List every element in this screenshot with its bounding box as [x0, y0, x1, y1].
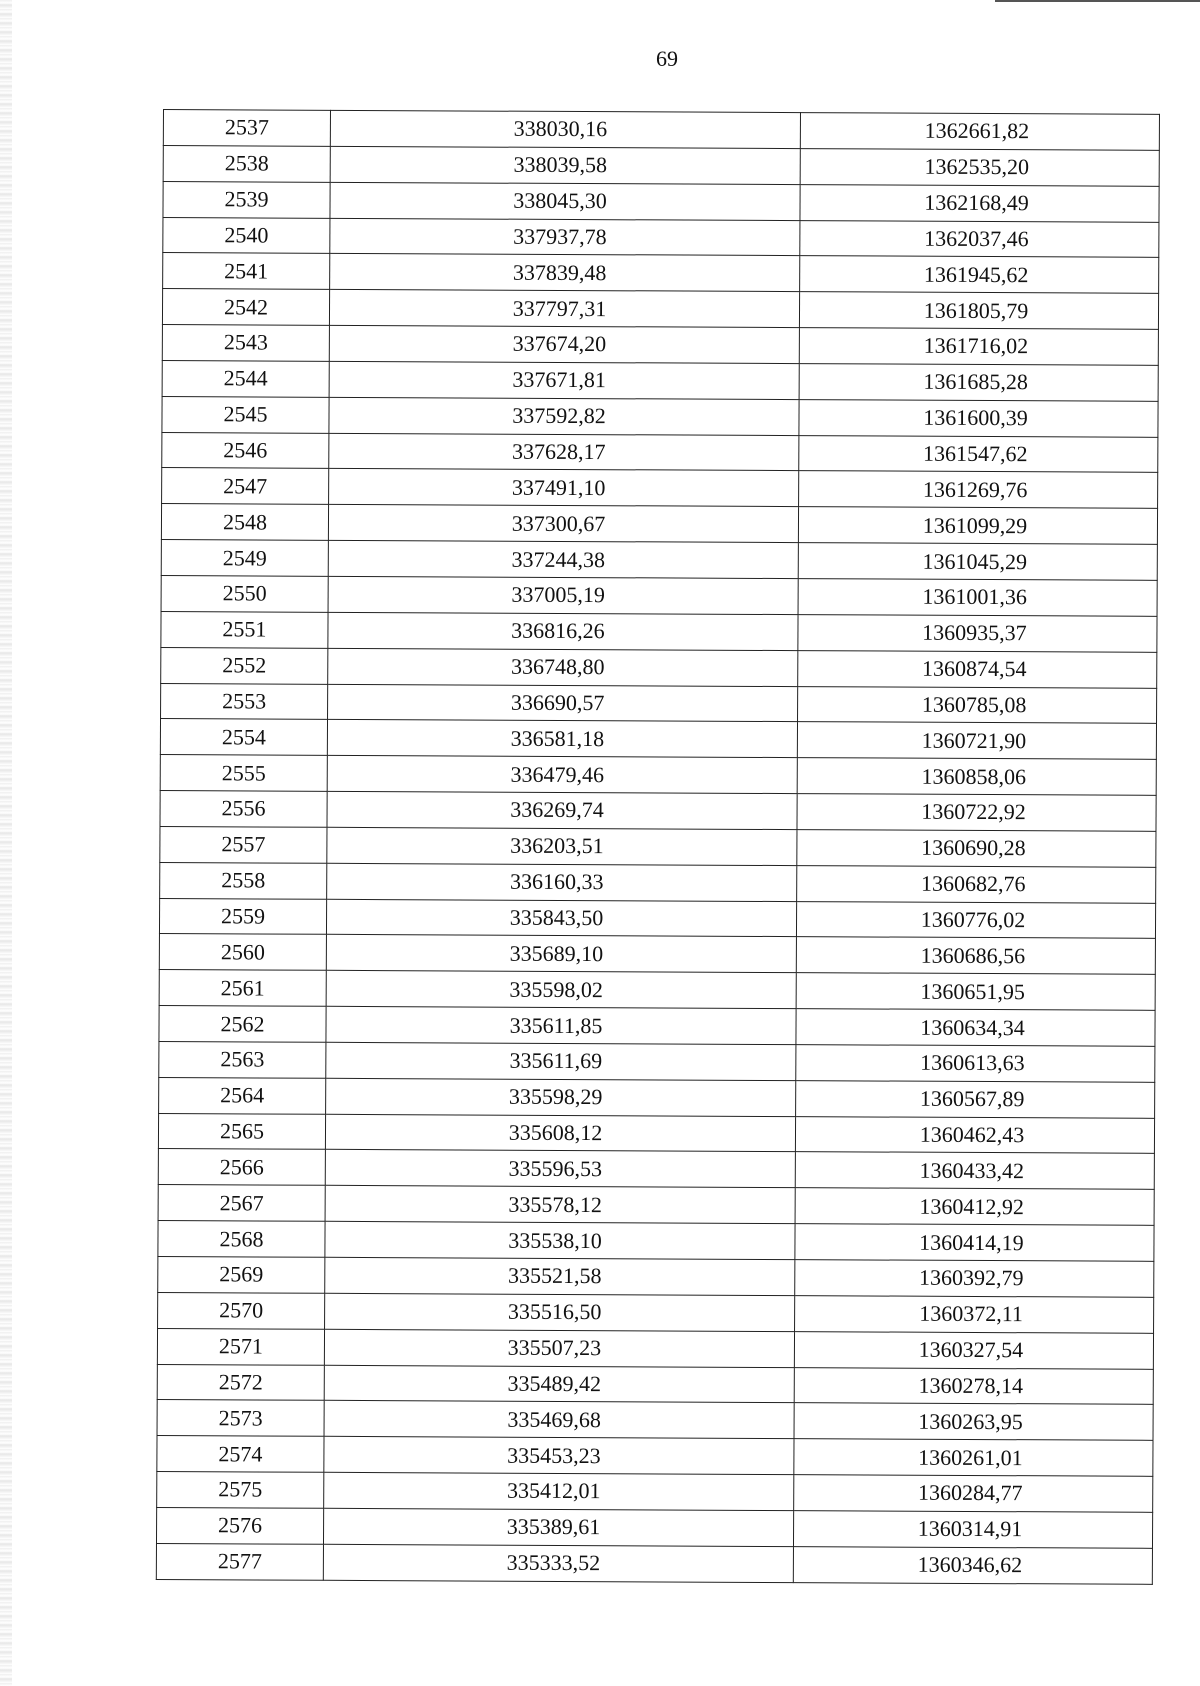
x-coordinate-cell — [328, 576, 798, 614]
point-number-cell: 2547 — [162, 468, 329, 505]
x-coordinate-cell — [328, 540, 798, 578]
y-coordinate-cell — [794, 1367, 1153, 1405]
point-number-cell: 2555 — [160, 755, 327, 792]
y-coordinate-value: 1360874,54 — [921, 655, 1027, 682]
table-row — [162, 360, 1158, 401]
y-coordinate-value: 1362037,46 — [924, 225, 1029, 252]
x-coordinate-value: 337937,78 — [513, 223, 607, 250]
table-row — [160, 755, 1156, 796]
y-coordinate-cell — [793, 1511, 1152, 1549]
x-coordinate-cell — [327, 720, 797, 758]
table-row — [158, 1185, 1154, 1226]
x-coordinate-value: 337300,67 — [511, 510, 606, 536]
point-number-cell: 2550 — [161, 575, 328, 612]
x-coordinate-cell — [328, 612, 798, 650]
x-coordinate-value: 337839,48 — [512, 259, 607, 285]
y-coordinate-cell — [796, 937, 1155, 975]
point-number-cell: 2560 — [159, 934, 326, 971]
y-coordinate-value: 1360261,01 — [918, 1444, 1023, 1470]
x-coordinate-cell — [328, 684, 798, 722]
point-number-cell: 2544 — [162, 360, 329, 397]
y-coordinate-cell — [798, 507, 1157, 545]
x-coordinate-value: 337005,19 — [511, 582, 605, 608]
y-coordinate-value: 1360686,56 — [920, 942, 1026, 969]
x-coordinate-cell — [323, 1544, 793, 1582]
x-coordinate-value: 338045,30 — [513, 187, 607, 214]
table-row — [162, 396, 1158, 437]
x-coordinate-value: 335489,42 — [507, 1370, 602, 1397]
y-coordinate-value: 1362661,82 — [924, 118, 1030, 144]
y-coordinate-cell — [797, 758, 1156, 796]
point-number-cell: 2569 — [158, 1256, 325, 1293]
table-row — [160, 862, 1156, 903]
y-coordinate-cell — [796, 1045, 1155, 1083]
x-coordinate-cell — [324, 1437, 794, 1475]
point-number-cell: 2546 — [162, 432, 329, 469]
x-coordinate-cell — [326, 1006, 796, 1044]
y-coordinate-value: 1360776,02 — [920, 906, 1026, 933]
table-row — [161, 683, 1157, 724]
x-coordinate-value: 335538,10 — [508, 1227, 602, 1253]
y-coordinate-cell — [797, 865, 1156, 903]
y-coordinate-value: 1361269,76 — [922, 476, 1028, 503]
y-coordinate-value: 1360372,11 — [919, 1300, 1024, 1327]
x-coordinate-value: 335507,23 — [507, 1334, 602, 1361]
x-coordinate-value: 336816,26 — [511, 617, 605, 644]
point-number-cell: 2548 — [161, 504, 328, 541]
point-number-cell: 2574 — [157, 1436, 324, 1473]
x-coordinate-cell — [326, 971, 796, 1009]
x-coordinate-value: 335598,29 — [508, 1083, 603, 1110]
x-coordinate-cell — [329, 361, 799, 399]
point-number-cell: 2538 — [163, 145, 330, 182]
x-coordinate-cell — [326, 1042, 796, 1080]
x-coordinate-value: 335578,12 — [508, 1191, 602, 1217]
table-row — [162, 325, 1158, 366]
x-coordinate-value: 337491,10 — [511, 474, 606, 501]
x-coordinate-cell — [325, 1114, 795, 1152]
y-coordinate-value: 1360634,34 — [920, 1014, 1025, 1040]
point-number-cell: 2545 — [162, 396, 329, 433]
x-coordinate-cell — [325, 1257, 795, 1295]
point-number-cell: 2572 — [157, 1364, 324, 1401]
x-coordinate-cell — [330, 146, 800, 184]
y-coordinate-value: 1362535,20 — [924, 153, 1030, 180]
point-number-cell: 2571 — [157, 1328, 324, 1365]
x-coordinate-value: 335611,85 — [509, 1012, 603, 1038]
table-row — [163, 110, 1159, 151]
y-coordinate-cell — [799, 471, 1158, 509]
point-number-cell: 2539 — [163, 181, 330, 218]
y-coordinate-cell — [794, 1331, 1153, 1369]
table-row — [161, 504, 1157, 545]
point-number-cell: 2553 — [161, 683, 328, 720]
point-number-cell: 2577 — [156, 1543, 323, 1580]
point-number-cell: 2565 — [158, 1113, 325, 1150]
y-coordinate-cell — [799, 292, 1158, 330]
y-coordinate-value: 1361547,62 — [923, 440, 1028, 467]
y-coordinate-cell — [795, 1224, 1154, 1262]
y-coordinate-value: 1362168,49 — [924, 189, 1029, 216]
y-coordinate-value: 1360613,63 — [920, 1050, 1025, 1076]
x-coordinate-value: 336690,57 — [510, 689, 605, 716]
x-coordinate-value: 337797,31 — [512, 295, 607, 321]
x-coordinate-cell — [324, 1472, 794, 1510]
y-coordinate-value: 1361805,79 — [923, 297, 1029, 323]
x-coordinate-cell — [329, 325, 799, 363]
point-number-cell: 2566 — [158, 1149, 325, 1186]
y-coordinate-value: 1360392,79 — [918, 1265, 1024, 1291]
x-coordinate-value: 338039,58 — [513, 151, 608, 178]
point-number-cell: 2559 — [159, 898, 326, 935]
x-coordinate-cell — [330, 254, 800, 292]
x-coordinate-value: 337671,81 — [512, 367, 606, 393]
x-coordinate-cell — [325, 1150, 795, 1188]
point-number-cell: 2557 — [160, 826, 327, 863]
y-coordinate-cell — [799, 435, 1158, 473]
point-number-cell: 2542 — [162, 289, 329, 326]
x-coordinate-cell — [326, 935, 796, 973]
y-coordinate-cell — [794, 1403, 1153, 1441]
point-number-cell: 2558 — [160, 862, 327, 899]
table-row — [159, 970, 1155, 1011]
x-coordinate-value: 336479,46 — [510, 761, 605, 787]
table-row — [163, 181, 1159, 222]
y-coordinate-value: 1360314,91 — [917, 1516, 1023, 1542]
y-coordinate-value: 1361716,02 — [923, 333, 1029, 359]
y-coordinate-cell — [800, 184, 1159, 222]
x-coordinate-cell — [324, 1365, 794, 1403]
y-coordinate-cell — [795, 1188, 1154, 1226]
x-coordinate-cell — [329, 469, 799, 507]
x-coordinate-cell — [329, 397, 799, 435]
table-row — [162, 432, 1158, 473]
y-coordinate-cell — [800, 148, 1159, 186]
x-coordinate-value: 337628,17 — [512, 438, 606, 465]
y-coordinate-cell — [796, 973, 1155, 1011]
y-coordinate-value: 1360935,37 — [922, 619, 1027, 646]
table-row — [162, 289, 1158, 330]
table-row — [159, 898, 1155, 939]
table-row — [158, 1221, 1154, 1262]
y-coordinate-value: 1360284,77 — [917, 1480, 1023, 1506]
coordinates-table — [156, 109, 1160, 1584]
point-number-cell: 2549 — [161, 540, 328, 577]
x-coordinate-value: 336748,80 — [510, 653, 605, 680]
y-coordinate-cell — [799, 328, 1158, 366]
y-coordinate-cell — [795, 1116, 1154, 1154]
y-coordinate-value: 1360414,19 — [919, 1229, 1024, 1255]
point-number-cell: 2564 — [159, 1077, 326, 1114]
point-number-cell: 2562 — [159, 1006, 326, 1043]
x-coordinate-value: 335516,50 — [507, 1298, 602, 1325]
y-coordinate-value: 1360651,95 — [920, 978, 1026, 1004]
point-number-cell: 2537 — [163, 110, 330, 147]
table-row — [158, 1149, 1154, 1190]
table-row — [157, 1472, 1153, 1513]
y-coordinate-cell — [794, 1439, 1153, 1477]
y-coordinate-value: 1360785,08 — [921, 691, 1027, 718]
point-number-cell: 2541 — [163, 253, 330, 290]
point-number-cell: 2556 — [160, 791, 327, 828]
point-number-cell: 2543 — [162, 325, 329, 362]
y-coordinate-value: 1361045,29 — [922, 548, 1028, 574]
x-coordinate-value: 335389,61 — [506, 1514, 601, 1540]
x-coordinate-value: 335608,12 — [508, 1119, 603, 1146]
x-coordinate-value: 337674,20 — [512, 331, 607, 357]
y-coordinate-cell — [800, 220, 1159, 258]
table-row — [157, 1364, 1153, 1405]
y-coordinate-value: 1360722,92 — [921, 799, 1026, 825]
x-coordinate-value: 335843,50 — [509, 904, 604, 931]
y-coordinate-cell — [793, 1546, 1152, 1584]
y-coordinate-cell — [797, 794, 1156, 832]
point-number-cell: 2540 — [163, 217, 330, 254]
table-row — [161, 611, 1157, 652]
x-coordinate-cell — [324, 1401, 794, 1439]
y-coordinate-cell — [798, 650, 1157, 688]
table-row — [161, 575, 1157, 616]
table-row — [156, 1507, 1152, 1548]
table-row — [156, 1543, 1152, 1584]
point-number-cell: 2568 — [158, 1221, 325, 1258]
y-coordinate-cell — [800, 256, 1159, 294]
table-row — [163, 145, 1159, 186]
table-row — [161, 540, 1157, 581]
x-coordinate-value: 336160,33 — [509, 868, 604, 895]
x-coordinate-cell — [328, 648, 798, 686]
y-coordinate-value: 1361099,29 — [922, 512, 1028, 538]
table-row — [163, 253, 1159, 294]
table-row — [158, 1113, 1154, 1154]
y-coordinate-value: 1360346,62 — [917, 1551, 1023, 1578]
x-coordinate-value: 335469,68 — [507, 1406, 601, 1432]
x-coordinate-cell — [326, 1078, 796, 1116]
table-row — [162, 468, 1158, 509]
x-coordinate-cell — [330, 110, 800, 148]
page-number: 69 — [656, 46, 678, 71]
table-row — [157, 1328, 1153, 1369]
table-row — [160, 791, 1156, 832]
y-coordinate-value: 1360682,76 — [920, 870, 1026, 897]
y-coordinate-cell — [795, 1295, 1154, 1333]
y-coordinate-cell — [798, 614, 1157, 652]
coordinates-table-body — [156, 110, 1159, 1584]
y-coordinate-cell — [796, 1080, 1155, 1118]
y-coordinate-cell — [795, 1152, 1154, 1190]
x-coordinate-value: 335596,53 — [508, 1155, 603, 1182]
y-coordinate-value: 1360858,06 — [921, 763, 1027, 789]
x-coordinate-cell — [329, 290, 799, 328]
point-number-cell: 2551 — [161, 611, 328, 648]
y-coordinate-cell — [795, 1260, 1154, 1298]
x-coordinate-value: 335412,01 — [506, 1478, 601, 1504]
y-coordinate-value: 1360721,90 — [921, 727, 1027, 753]
table-row — [157, 1436, 1153, 1477]
point-number-cell: 2554 — [160, 719, 327, 756]
scan-edge-artifact — [0, 0, 12, 1686]
y-coordinate-cell — [796, 901, 1155, 939]
x-coordinate-cell — [325, 1293, 795, 1331]
x-coordinate-cell — [327, 863, 797, 901]
y-coordinate-cell — [797, 722, 1156, 760]
x-coordinate-cell — [329, 433, 799, 471]
y-coordinate-value: 1360412,92 — [919, 1193, 1024, 1219]
y-coordinate-value: 1360327,54 — [918, 1336, 1024, 1363]
y-coordinate-value: 1360567,89 — [919, 1085, 1025, 1112]
table-row — [161, 647, 1157, 688]
x-coordinate-value: 335611,69 — [509, 1048, 603, 1074]
x-coordinate-cell — [325, 1221, 795, 1259]
table-row — [163, 217, 1159, 258]
y-coordinate-value: 1361001,36 — [922, 584, 1027, 610]
y-coordinate-cell — [798, 686, 1157, 724]
x-coordinate-cell — [325, 1186, 795, 1224]
x-coordinate-cell — [323, 1508, 793, 1546]
table-row — [157, 1400, 1153, 1441]
y-coordinate-value: 1361945,62 — [923, 261, 1029, 288]
x-coordinate-value: 335598,02 — [509, 976, 604, 1002]
y-coordinate-cell — [800, 113, 1159, 151]
y-coordinate-value: 1360278,14 — [918, 1372, 1024, 1399]
x-coordinate-value: 336581,18 — [510, 725, 605, 751]
point-number-cell: 2570 — [158, 1292, 325, 1329]
y-coordinate-value: 1360433,42 — [919, 1157, 1025, 1184]
x-coordinate-value: 335453,23 — [507, 1442, 601, 1468]
top-edge-rule — [995, 0, 1200, 2]
point-number-cell: 2563 — [159, 1041, 326, 1078]
y-coordinate-cell — [799, 364, 1158, 402]
table-row — [160, 719, 1156, 760]
table-row — [160, 826, 1156, 867]
point-number-cell: 2575 — [157, 1472, 324, 1509]
x-coordinate-cell — [330, 218, 800, 256]
x-coordinate-value: 335689,10 — [509, 940, 604, 966]
y-coordinate-cell — [797, 829, 1156, 867]
table-row — [159, 1006, 1155, 1047]
y-coordinate-value: 1361685,28 — [923, 369, 1028, 395]
point-number-cell: 2552 — [161, 647, 328, 684]
table-row — [159, 1041, 1155, 1082]
point-number-cell: 2576 — [156, 1507, 323, 1544]
point-number-cell: 2561 — [159, 970, 326, 1007]
y-coordinate-cell — [794, 1475, 1153, 1513]
x-coordinate-value: 335333,52 — [506, 1549, 601, 1576]
y-coordinate-value: 1360462,43 — [919, 1121, 1025, 1148]
y-coordinate-cell — [798, 543, 1157, 581]
x-coordinate-cell — [328, 505, 798, 543]
x-coordinate-cell — [326, 899, 796, 937]
x-coordinate-value: 337592,82 — [512, 402, 606, 429]
table-row — [159, 1077, 1155, 1118]
x-coordinate-value: 338030,16 — [513, 116, 608, 142]
table-row — [159, 934, 1155, 975]
y-coordinate-value: 1361600,39 — [923, 404, 1028, 431]
x-coordinate-value: 336203,51 — [510, 833, 604, 859]
point-number-cell: 2567 — [158, 1185, 325, 1222]
y-coordinate-cell — [799, 399, 1158, 437]
x-coordinate-cell — [330, 182, 800, 220]
y-coordinate-cell — [796, 1009, 1155, 1047]
x-coordinate-value: 336269,74 — [510, 797, 604, 823]
y-coordinate-value: 1360690,28 — [921, 835, 1026, 861]
x-coordinate-cell — [327, 755, 797, 793]
y-coordinate-value: 1360263,95 — [918, 1408, 1023, 1435]
x-coordinate-cell — [327, 827, 797, 865]
x-coordinate-value: 335521,58 — [507, 1263, 602, 1289]
x-coordinate-cell — [324, 1329, 794, 1367]
x-coordinate-cell — [327, 791, 797, 829]
table-row — [158, 1292, 1154, 1333]
table-row — [158, 1256, 1154, 1297]
point-number-cell: 2573 — [157, 1400, 324, 1437]
y-coordinate-cell — [798, 579, 1157, 617]
x-coordinate-value: 337244,38 — [511, 546, 606, 572]
